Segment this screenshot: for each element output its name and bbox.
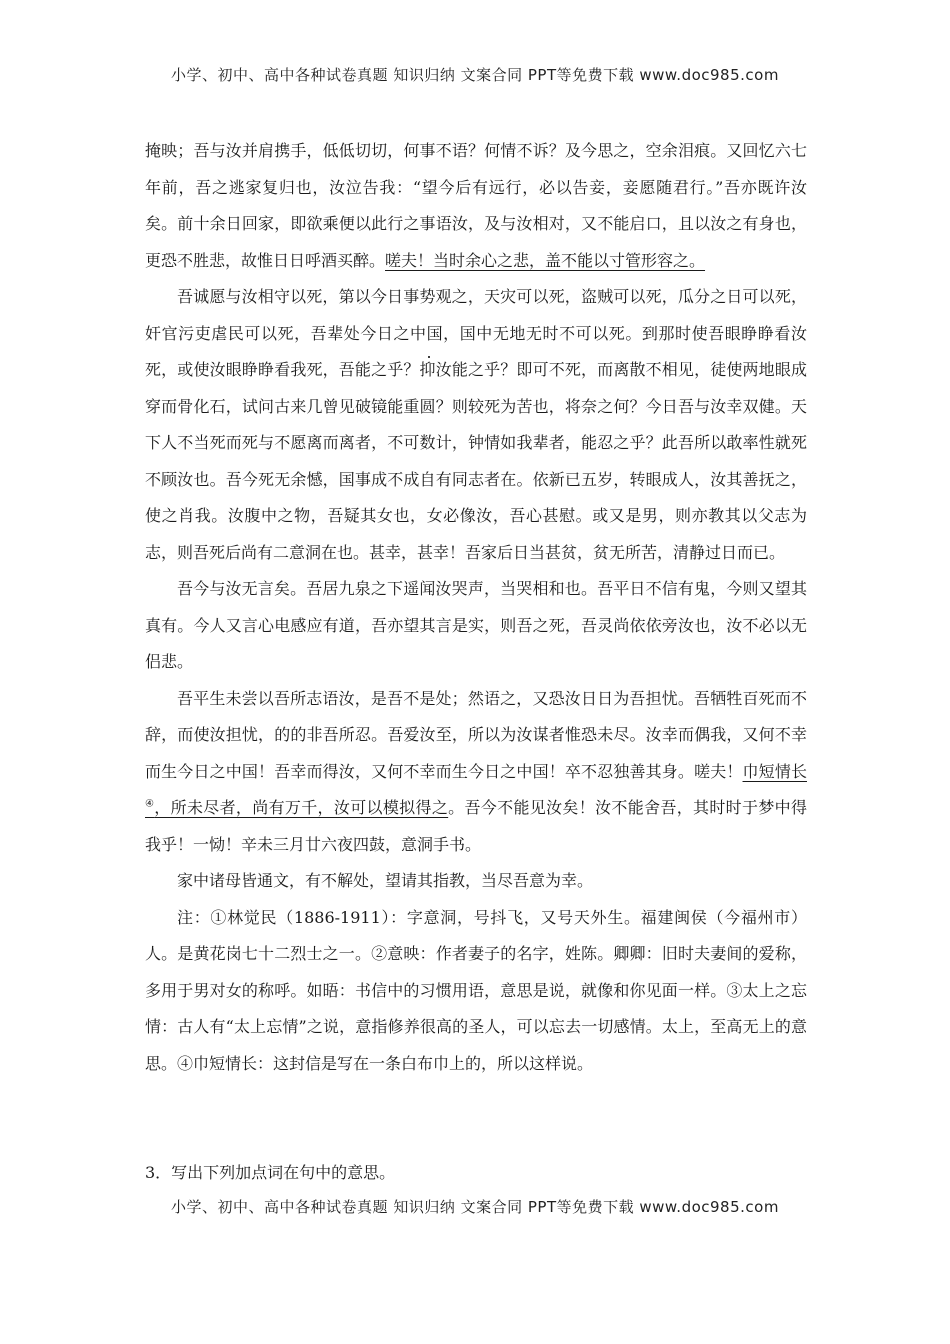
paragraph-5: 家中诸母皆通文，有不解处，望请其指教，当尽吾意为幸。 — [177, 871, 594, 890]
footnote-marker-4: ④ — [145, 798, 155, 810]
underlined-part-2: ，所未尽者，尚有万千，汝可以模拟得之 — [154, 798, 449, 817]
paragraph-2 — [145, 279, 807, 571]
header-banner: 小学、初中、高中各种试卷真题 知识归纳 文案合同 PPT等免费下载 www.doc985.com — [171, 66, 779, 84]
paragraph-2-text-b: 汝能之乎？即可不死，而离散不相见，徒使两地眼成穿而骨化石，试问古来几曾见破镜能重圆？则较死为苦也，将奈之何？今日吾与汝幸双健。天下人不当死而死与不愿离而离者，不可数计，钟情如我辈者，能忍之乎？此吾所以敢率性就死不顾汝也。吾今死无余憾，国事成不成自有同志者在。依新已五岁，转眼成人，汝其善抚之，使之肖我。汝腹中之物，吾疑其女也，女必像汝，吾心甚慰。或又是男，则亦教其以父志为志，则吾死后尚有二意洞在也。甚幸，甚幸！吾家后日当甚贫，贫无所苦，清静过日而已。 — [145, 360, 807, 562]
footer-banner: 小学、初中、高中各种试卷真题 知识归纳 文案合同 PPT等免费下载 www.doc985.com — [171, 1198, 779, 1216]
paragraph-3: 吾今与汝无言矣。吾居九泉之下遥闻汝哭声，当哭相和也。吾平日不信有鬼，今则又望其真有。今人又言心电感应有道，吾亦望其言是实，则吾之死，吾灵尚依依旁汝也，汝不必以无侣悲。 — [145, 579, 807, 671]
letter-body — [145, 133, 807, 1082]
paragraph-1-text: 掩映；吾与汝并肩携手，低低切切，何事不语？何情不诉？及今思之，空余泪痕。又回忆六七年前，吾之逃家复归也，汝泣告我：“望今后有远行，必以告妾，妾愿随君行。”吾亦既许汝矣。前十余日回家，即欲乘便以此行之事语汝，及与汝相对，又不能启口，且以汝之有身也，更恐不胜悲，故惟日日呼酒买醉。 — [145, 141, 807, 270]
footnotes: 注：①林觉民（1886-1911）：字意洞，号抖飞，又号天外生。福建闽侯（今福州市）人。是黄花岗七十二烈士之一。②意映：作者妻子的名字，姓陈。卿卿：旧时夫妻间的爱称，多用于男对女的称呼。如晤：书信中的习惯用语，意思是说，就像和你见面一样。③太上之忘情：古人有“太上忘情”之说，意指修养很高的圣人，可以忘去一切感情。太上，至高无上的意思。④巾短情长：这封信是写在一条白布巾上的，所以这样说。 — [145, 907, 807, 1073]
question-3: 3．写出下列加点词在句中的意思。 — [145, 1163, 396, 1182]
paragraph-4 — [145, 681, 807, 864]
paragraph-4-text-a: 吾平生未尝以吾所志语汝，是吾不是处；然语之，又恐汝日日为吾担忧。吾牺牲百死而不辞，而使汝担忧，的的非吾所忍。吾爱汝至，所以为汝谋者惟恐未尽。汝幸而偶我，又何不幸而生今日之中国！吾幸而得汝，又何不幸而生今日之中国！卒不忍独善其身。嗟夫！ — [145, 688, 807, 781]
underlined-sentence-1: 嗟夫！当时余心之悲，盖不能以寸管形容之。 — [385, 250, 706, 270]
underlined-part-1: 巾短情长 — [742, 761, 807, 781]
paragraph-4-text-b: 。吾今不能见汝矣！汝不能舍吾，其时时于梦中得我乎！一恸！辛未三月廿六夜四鼓，意洞手书。 — [145, 798, 807, 854]
dotted-word-yi: 抑 — [419, 360, 436, 379]
paragraph-1 — [145, 133, 807, 279]
paragraph-2-text-a: 吾诚愿与汝相守以死，第以今日事势观之，天灾可以死，盗贼可以死，瓜分之日可以死，奸官污吏虐民可以死，吾辈处今日之中国，国中无地无时不可以死。到那时使吾眼睁睁看汝死，或使汝眼睁睁看我死，吾能之乎？ — [145, 287, 807, 379]
